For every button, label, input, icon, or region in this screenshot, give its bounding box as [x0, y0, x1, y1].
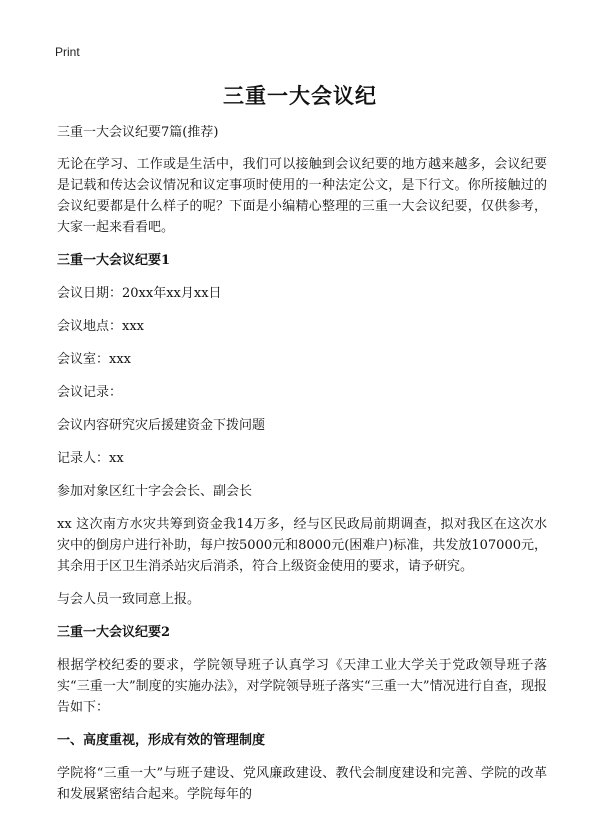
meeting-date: 会议日期：20xx年xx月xx日 — [57, 286, 222, 301]
intro-paragraph: 无论在学习、工作或是生活中，我们可以接触到会议纪要的地方越来越多，会议纪要是记载和传达会议情况和议定事项时使用的一种法定公文，是下行文。你所接触过的会议纪要都是什么样子的呢？下面是小编精心整理的三重一大会议纪要，仅供参考，大家一起来看看吧。 — [57, 157, 547, 235]
section-2-intro: 根据学校纪委的要求，学院领导班子认真学习《天津工业大学关于党政领导班子落实“三重一大”制度的实施办法》，对学院领导班子落实“三重一大”情况进行自查，现报告如下： — [57, 658, 547, 715]
document-subtitle: 三重一大会议纪要7篇(推荐) — [57, 125, 219, 140]
print-label: Print — [55, 45, 80, 59]
meeting-room: 会议室：xxx — [57, 352, 131, 367]
meeting-record-label: 会议记录： — [57, 385, 123, 400]
document-body — [57, 122, 547, 817]
meeting-recorder: 记录人：xx — [57, 451, 124, 466]
section-1-conclusion: 与会人员一致同意上报。 — [57, 592, 201, 607]
page-title: 三重一大会议纪 — [223, 83, 377, 108]
section-1-body: xx 这次南方水灾共筹到资金我14万多，经与区民政局前期调查，拟对我区在这次水灾中的倒房户进行补助，每户按5000元和8000元(困难户)标准，共发放107000元，其余用于区卫生消杀站灾后消杀，符合上级资金使用的要求，请予研究。 — [57, 517, 547, 574]
section-1-heading: 三重一大会议纪要1 — [57, 253, 171, 268]
meeting-topic: 会议内容研究灾后援建资金下拨问题 — [57, 418, 266, 433]
meeting-place: 会议地点：xxx — [57, 319, 144, 334]
section-2-paragraph: 学院将“三重一大”与班子建设、党风廉政建设、教代会制度建设和完善、学院的改革和发展紧密结合起来。学院每年的 — [57, 766, 547, 802]
section-2-subheading: 一、高度重视，形成有效的管理制度 — [57, 733, 266, 748]
meeting-attendees: 参加对象区红十字会会长、副会长 — [57, 484, 253, 499]
section-2-heading: 三重一大会议纪要2 — [57, 625, 171, 640]
